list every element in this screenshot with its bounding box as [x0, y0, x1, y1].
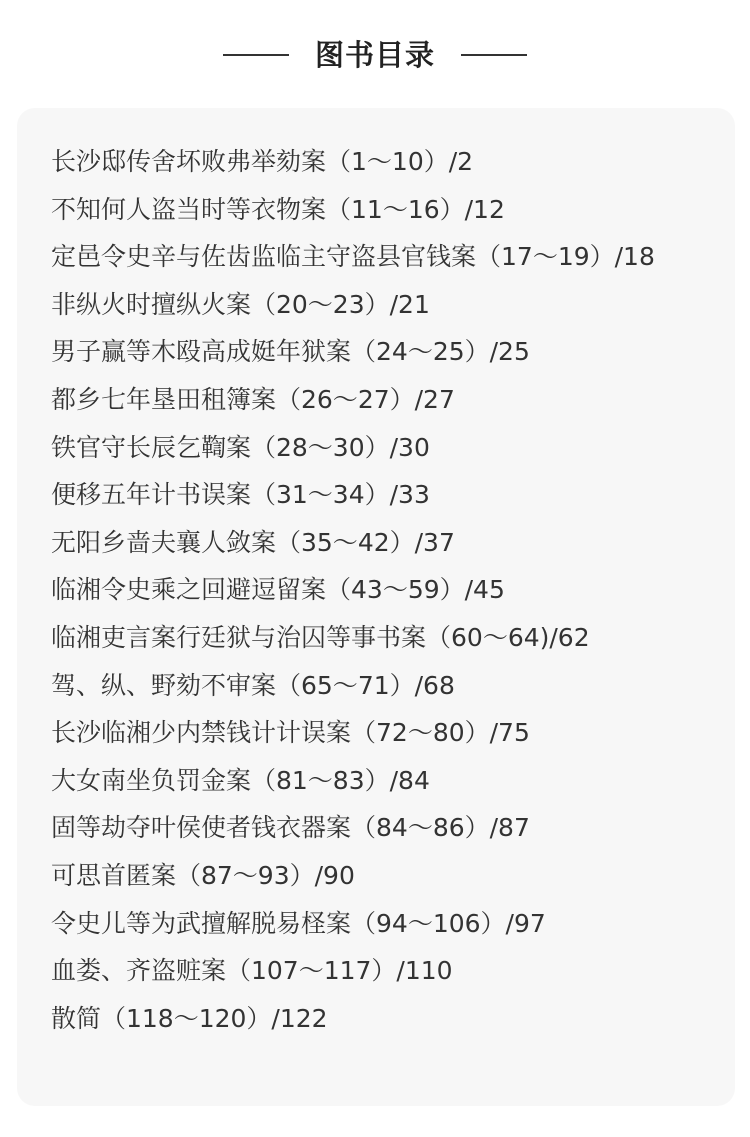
toc-list — [51, 138, 701, 1042]
toc-entry: 临湘吏言案行廷狱与治囚等事书案（60～64)/62 — [51, 622, 590, 652]
toc-entry: 临湘令史乘之回避逗留案（43～59）/45 — [51, 575, 505, 605]
toc-entry: 男子赢等木殴高成娗年狱案（24～25）/25 — [51, 337, 530, 367]
toc-entry: 无阳乡啬夫襄人敛案（35～42）/37 — [51, 527, 455, 557]
page-header — [0, 30, 750, 80]
title-left-rule — [223, 54, 289, 56]
toc-entry: 血娄、齐盗赃案（107～117）/110 — [51, 956, 453, 986]
toc-entry: 大女南坐负罚金案（81～83）/84 — [51, 765, 430, 795]
toc-entry: 长沙临湘少内禁钱计计误案（72～80）/75 — [51, 718, 530, 748]
toc-card — [17, 108, 735, 1106]
toc-entry: 定邑令史辛与佐齿监临主守盗县官钱案（17～19）/18 — [51, 242, 655, 272]
toc-entry: 可思首匿案（87～93）/90 — [51, 860, 355, 890]
toc-entry: 非纵火时擅纵火案（20～23）/21 — [51, 289, 430, 319]
toc-entry: 都乡七年垦田租簿案（26～27）/27 — [51, 384, 455, 414]
toc-entry: 便移五年计书误案（31～34）/33 — [51, 480, 430, 510]
toc-entry: 令史儿等为武擅解脱易柽案（94～106）/97 — [51, 908, 546, 938]
toc-entry: 散简（118～120）/122 — [51, 1003, 328, 1033]
toc-entry: 驾、纵、野劾不审案（65～71）/68 — [51, 670, 455, 700]
toc-entry: 不知何人盗当时等衣物案（11～16）/12 — [51, 194, 505, 224]
toc-entry: 固等劫夺叶侯使者钱衣器案（84～86）/87 — [51, 813, 530, 843]
page-title: 图书目录 — [314, 38, 435, 72]
toc-entry: 铁官守长辰乞鞫案（28～30）/30 — [51, 432, 430, 462]
toc-entry: 长沙邸传舍坏败弗举劾案（1～10）/2 — [51, 147, 474, 176]
title-right-rule — [461, 54, 527, 56]
